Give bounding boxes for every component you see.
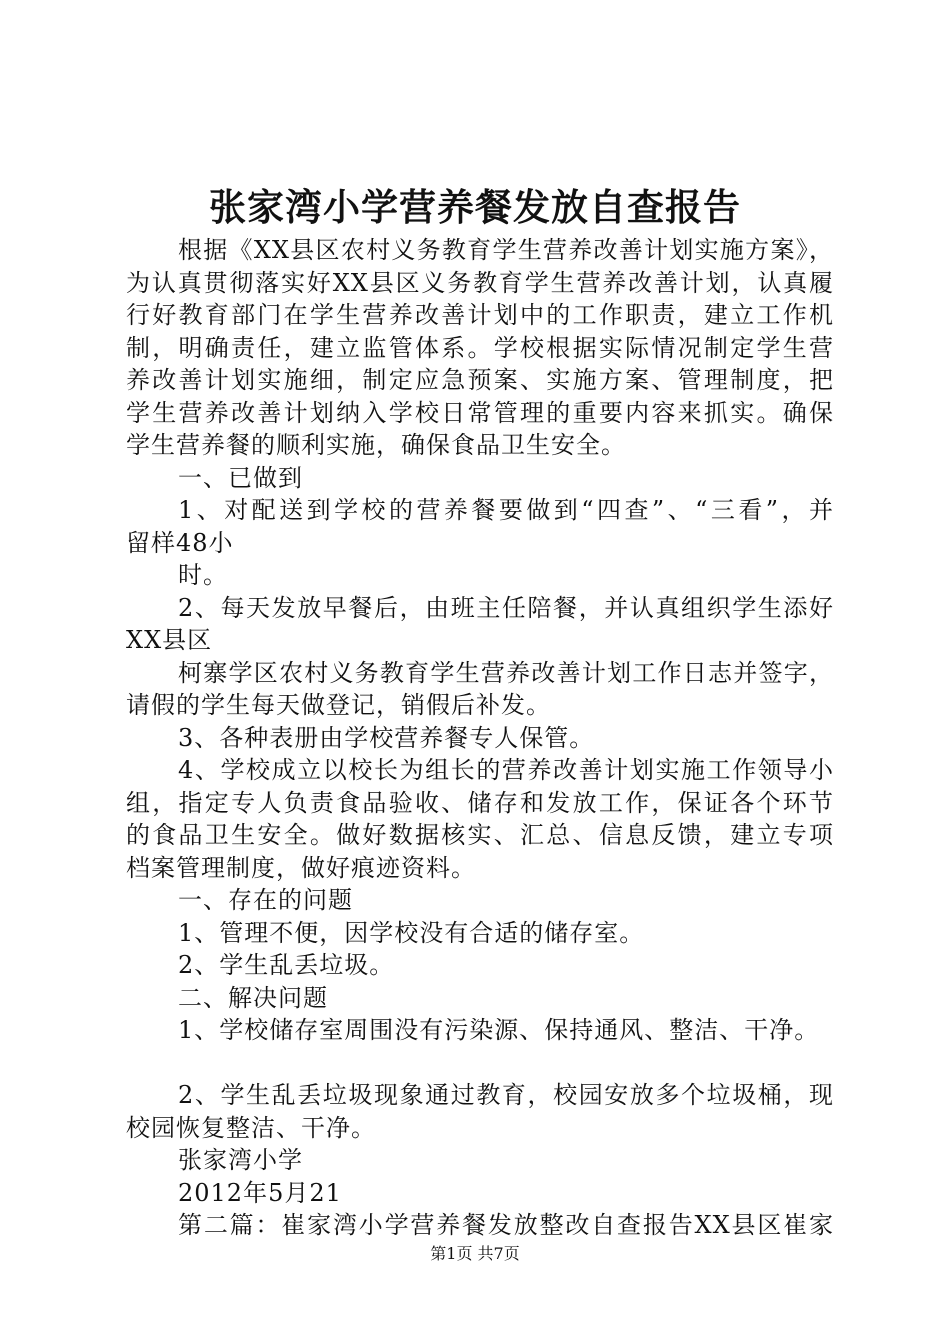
document-body — [126, 234, 834, 1242]
paragraph-line: 时。 — [178, 561, 228, 589]
paragraph-line: 2、学生乱丢垃圾。 — [178, 951, 395, 979]
paragraph-line: 学生营养餐的顺利实施，确保食品卫生安全。 — [126, 431, 626, 459]
document-title: 张家湾小学营养餐发放自查报告 — [209, 186, 741, 229]
blank-line — [126, 1047, 834, 1080]
paragraph-line: 制，明确责任，建立监管体系。学校根据实际情况制定学生营 — [126, 333, 834, 362]
paragraph-line: 校园恢复整洁、干净。 — [126, 1113, 376, 1142]
paragraph-line: 的食品卫生安全。做好数据核实、汇总、信息反馈，建立专项 — [126, 821, 834, 849]
paragraph-line: 1、学校储存室周围没有污染源、保持通风、整洁、干净。 — [178, 1016, 820, 1044]
paragraph-line: 柯寨学区农村义务教育学生营养改善计划工作日志并签字， — [178, 658, 834, 687]
paragraph-line: 学生营养改善计划纳入学校日常管理的重要内容来抓实。确保 — [126, 398, 834, 427]
paragraph-line: 留样48小 — [126, 528, 234, 557]
paragraph-line: 养改善计划实施细，制定应急预案、实施方案、管理制度，把 — [126, 366, 834, 394]
signature-school: 张家湾小学 — [178, 1146, 303, 1174]
paragraph-line: 行好教育部门在学生营养改善计划中的工作职责，建立工作机 — [126, 301, 834, 329]
section-heading: 一、已做到 — [178, 463, 303, 492]
paragraph-line: 2、每天发放早餐后，由班主任陪餐，并认真组织学生添好 — [178, 593, 834, 622]
page-footer: 第1页 共7页 — [430, 1244, 520, 1263]
paragraph-line: XX县区 — [126, 626, 213, 654]
paragraph-line: 组，指定专人负责食品验收、储存和发放工作，保证各个环节 — [126, 788, 834, 817]
section-heading: 一、存在的问题 — [178, 886, 353, 914]
paragraph-line: 档案管理制度，做好痕迹资料。 — [126, 853, 476, 882]
section-heading: 二、解决问题 — [178, 983, 328, 1012]
paragraph-line: 3、各种表册由学校营养餐专人保管。 — [178, 723, 595, 752]
signature-date: 2012年5月21 — [178, 1178, 342, 1207]
paragraph-line: 1、管理不便，因学校没有合适的储存室。 — [178, 918, 645, 947]
paragraph-line: 4、学校成立以校长为组长的营养改善计划实施工作领导小 — [178, 756, 834, 784]
paragraph-line: 1、对配送到学校的营养餐要做到“四查”、“三看”，并 — [178, 496, 834, 524]
paragraph-line: 根据《XX县区农村义务教育学生营养改善计划实施方案》， — [178, 236, 834, 264]
paragraph-line: 请假的学生每天做登记，销假后补发。 — [126, 691, 551, 719]
paragraph-line: 2、学生乱丢垃圾现象通过教育，校园安放多个垃圾桶，现 — [178, 1081, 834, 1109]
paragraph-line: 为认真贯彻落实好XX县区义务教育学生营养改善计划，认真履 — [126, 268, 834, 297]
paragraph-line: 第二篇：崔家湾小学营养餐发放整改自查报告XX县区崔家 — [178, 1211, 834, 1239]
